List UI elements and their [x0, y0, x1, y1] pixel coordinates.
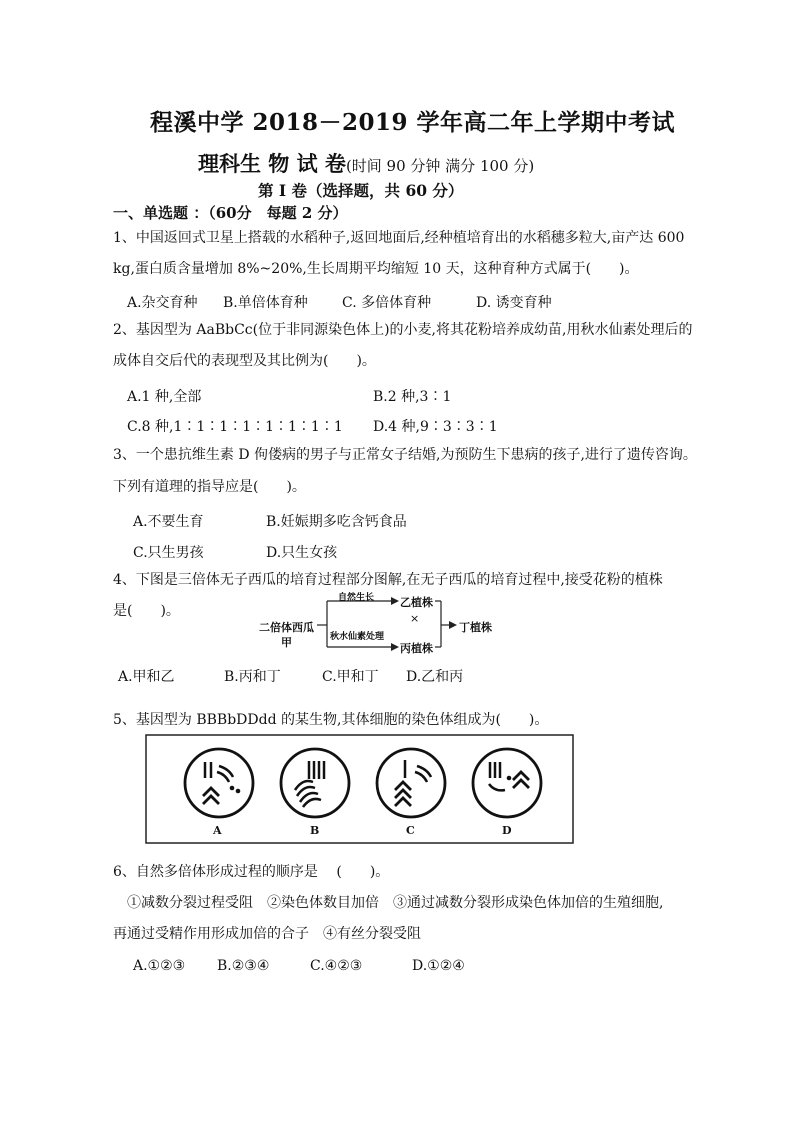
- q2-line1: 2、基因型为 AaBbCc(位于非同源染色体上)的小麦,将其花粉培养成幼苗,用秋水仙素处理后的: [113, 322, 693, 338]
- diagram-node-bottom: 丙植株: [400, 642, 433, 655]
- cell-label-d: D: [502, 824, 512, 837]
- cell-label-a: A: [213, 824, 222, 837]
- cell-d-icon: [473, 749, 541, 817]
- q1-option-a: A.杂交育种: [127, 295, 198, 311]
- q6-line2: ①减数分裂过程受阻 ②染色体数目加倍 ③通过减数分裂形成染色体加倍的生殖细胞,: [113, 895, 664, 911]
- cell-label-b: B: [310, 824, 320, 837]
- diagram-node-top: 乙植株: [400, 596, 433, 609]
- cell-a-icon: [185, 749, 253, 817]
- q3-option-c: C.只生男孩: [133, 545, 204, 561]
- diagram-cross: ×: [410, 612, 420, 625]
- section-heading: 一、单选题 ：（60分 每题 2 分）: [113, 204, 348, 222]
- q3-line1: 3、一个患抗维生素 D 佝偻病的男子与正常女子结婚,为预防生下患病的孩子,进行了遗传咨询。: [113, 447, 697, 463]
- subtitle-main: 理科生 物 试 卷: [198, 151, 346, 176]
- q4-line1: 4、下图是三倍体无子西瓜的培育过程部分图解,在无子西瓜的培育过程中,接受花粉的植株: [113, 572, 663, 588]
- q4-option-c: C.甲和丁: [322, 669, 379, 685]
- q1-option-c: C. 多倍体育种: [342, 295, 432, 311]
- diagram-result: 丁植株: [459, 621, 492, 634]
- exam-title: 程溪中学 2018－2019 学年高二年上学期中考试: [150, 109, 676, 136]
- cell-b-icon: [281, 749, 349, 817]
- q6-option-c: C.④②③: [310, 958, 363, 974]
- cell-label-c: C: [406, 824, 415, 837]
- q6-option-d: D.①②④: [412, 958, 465, 974]
- q6-option-a: A.①②③: [133, 958, 186, 974]
- q3-option-a: A.不要生育: [133, 514, 204, 530]
- q2-option-d: D.4 种,9∶3∶3∶1: [373, 419, 498, 435]
- q5-line1: 5、基因型为 BBBbDDdd 的某生物,其体细胞的染色体组成为( )。: [113, 712, 549, 728]
- cell-c-icon: [377, 749, 445, 817]
- q1-line2: kg,蛋白质含量增加 8%~20%,生长周期平均缩短 10 天，这种育种方式属于( )。: [113, 261, 639, 277]
- q2-option-b: B.2 种,3∶1: [373, 389, 452, 405]
- diagram-source-line1: 二倍体西瓜: [259, 621, 314, 634]
- q3-option-b: B.妊娠期多吃含钙食品: [266, 514, 407, 530]
- q2-option-a: A.1 种,全部: [127, 389, 202, 405]
- q3-option-d: D.只生女孩: [266, 545, 338, 561]
- diagram-bottom-label: 秋水仙素处理: [330, 632, 385, 642]
- q3-line2: 下列有道理的指导应是( )。: [113, 479, 306, 495]
- part-heading: 第 Ⅰ 卷（选择题，共 60 分）: [258, 181, 464, 200]
- q2-line2: 成体自交后代的表现型及其比例为( )。: [113, 353, 376, 369]
- q1-line1: 1、中国返回式卫星上搭载的水稻种子,返回地面后,经种植培育出的水稻穗多粒大,亩产达 600: [113, 230, 685, 246]
- subtitle-note: (时间 90 分钟 满分 100 分): [345, 157, 535, 175]
- q4-line2: 是( )。: [113, 603, 180, 619]
- diagram-source-line2: 甲: [281, 636, 292, 649]
- q1-option-b: B.单倍体育种: [223, 295, 308, 311]
- q1-option-d: D. 诱变育种: [476, 295, 552, 311]
- q2-option-c: C.8 种,1∶1∶1∶1∶1∶1∶1∶1: [127, 419, 343, 435]
- q6-line3: 再通过受精作用形成加倍的合子 ④有丝分裂受阻: [113, 926, 421, 942]
- q4-option-d: D.乙和丙: [406, 669, 464, 685]
- exam-subtitle: [198, 148, 534, 178]
- q4-option-b: B.丙和丁: [224, 669, 281, 685]
- q6-option-b: B.②③④: [217, 958, 270, 974]
- q6-line1: 6、自然多倍体形成过程的顺序是 ( )。: [113, 864, 390, 880]
- diagram-top-label: 自然生长: [338, 593, 375, 603]
- q4-option-a: A.甲和乙: [118, 669, 175, 685]
